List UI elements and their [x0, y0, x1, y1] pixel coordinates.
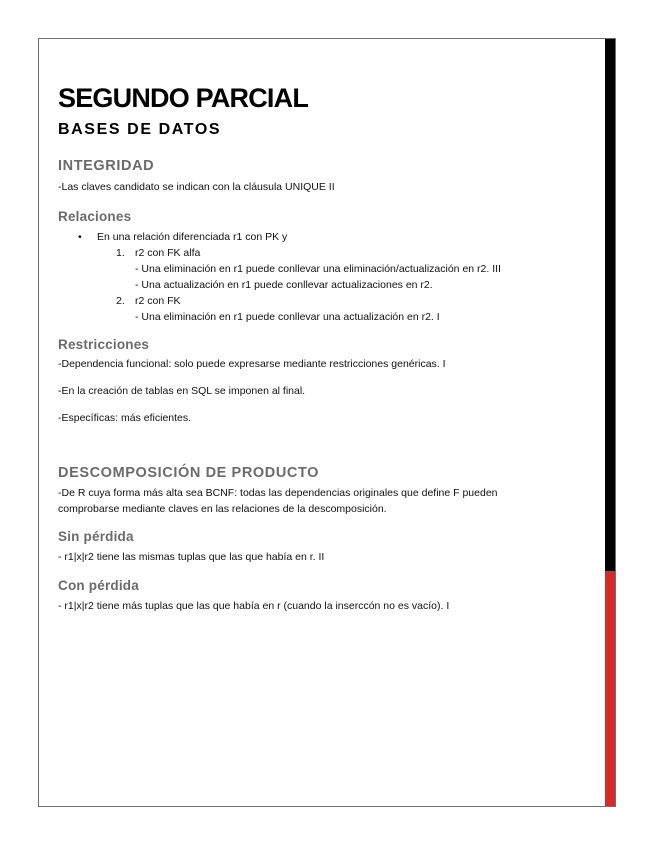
section-integridad — [58, 157, 578, 195]
sub-heading-relaciones: Relaciones — [58, 209, 132, 224]
document-subtitle: BASES DE DATOS — [58, 121, 222, 138]
document-page — [38, 38, 616, 807]
integridad-text: -Las claves candidato se indican con la cláusula UNIQUE II — [58, 181, 335, 193]
detail-line: - Una eliminación en r1 puede conllevar una eliminación/actualización en r2. III — [135, 263, 501, 275]
bullet-text: En una relación diferenciada r1 con PK y — [97, 231, 288, 243]
numbered-item-number: 1. — [116, 247, 125, 259]
sin-perdida-text: - r1|x|r2 tiene las mismas tuplas que las que había en r. II — [58, 551, 325, 563]
descomposicion-text-line: comprobarse mediante claves en las relaciones de la descomposición. — [58, 503, 387, 515]
numbered-item — [58, 245, 578, 261]
document-title: SEGUNDO PARCIAL — [58, 83, 309, 113]
relaciones-list — [58, 229, 578, 325]
document-content — [58, 83, 578, 614]
section-sin-perdida — [58, 528, 578, 565]
sub-heading-con-perdida: Con pérdida — [58, 578, 139, 593]
restricciones-line: -Específicas: más eficientes. — [58, 412, 192, 424]
restricciones-line: -Dependencia funcional: solo puede expresarse mediante restricciones genéricas. I — [58, 358, 446, 370]
section-restricciones — [58, 336, 578, 426]
detail-line: - Una actualización en r1 puede conllevar actualizaciones en r2. — [135, 279, 433, 291]
section-heading-integridad: INTEGRIDAD — [58, 158, 155, 174]
numbered-item-text: r2 con FK alfa — [135, 247, 201, 259]
detail-line: - Una eliminación en r1 puede conllevar una actualización en r2. I — [135, 311, 440, 323]
descomposicion-text-line: -De R cuya forma más alta sea BCNF: todas las dependencias originales que define F pueden — [58, 487, 498, 499]
bullet-marker: • — [78, 231, 82, 243]
descomposicion-text — [58, 485, 578, 517]
bullet-item — [58, 229, 578, 245]
section-heading-descomposicion: DESCOMPOSICIÓN DE PRODUCTO — [58, 465, 320, 481]
sidebar-accent-red — [605, 571, 615, 806]
con-perdida-text: - r1|x|r2 tiene más tuplas que las que había en r (cuando la inserccón no es vacío). I — [58, 600, 450, 612]
numbered-item-text: r2 con FK — [135, 295, 181, 307]
numbered-item — [58, 293, 578, 309]
section-descomposicion — [58, 464, 578, 517]
numbered-item-number: 2. — [116, 295, 125, 307]
restricciones-line: -En la creación de tablas en SQL se imponen al final. — [58, 385, 306, 397]
section-relaciones — [58, 208, 578, 325]
sub-heading-sin-perdida: Sin pérdida — [58, 529, 134, 544]
sidebar-accent-black — [605, 39, 615, 571]
section-con-perdida — [58, 577, 578, 614]
sub-heading-restricciones: Restricciones — [58, 337, 150, 352]
